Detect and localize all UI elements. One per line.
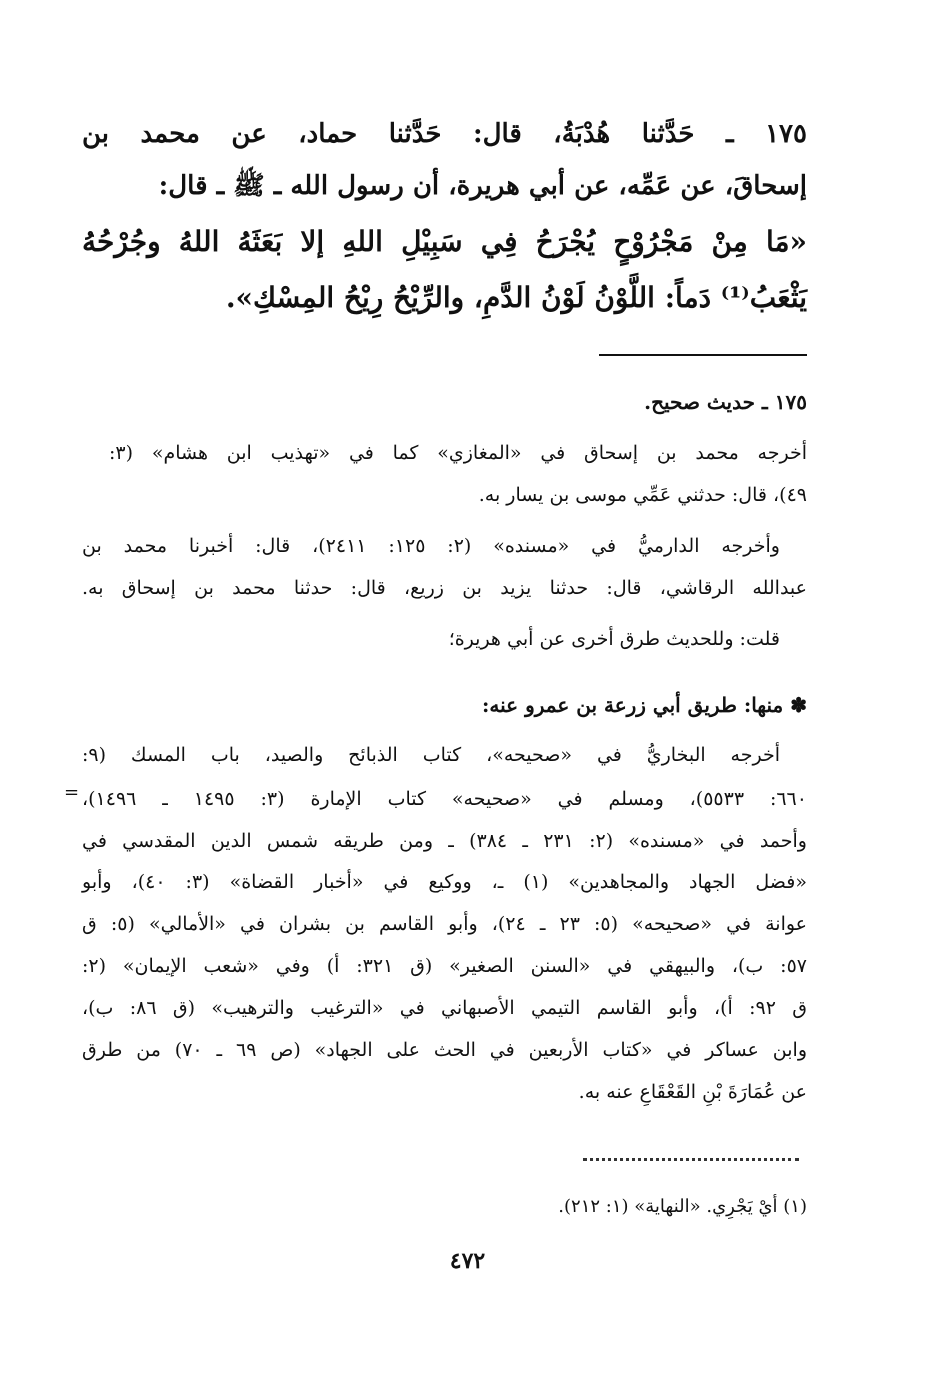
hadith-isnad-line-2: إسحاقَ، عن عَمِّه، عن أبي هريرة، أن رسول الله ـ ﷺ ـ قال:: [158, 171, 807, 201]
commentary-paragraph-4-line: ق ٩٢: أ)، وأبو القاسم التيمي الأصبهاني في «الترغيب والترهيب» (ق ٨٦: ب)،: [82, 997, 808, 1019]
hadith-matn-line-2: يَثْعَبُ⁽¹⁾ دَماً: اللَّوْنُ لَوْنُ الدَّمِ، والرِّيْحُ رِيْحُ المِسْكِ».: [225, 281, 807, 314]
text-separator-rule: [599, 354, 807, 356]
commentary-paragraph-3: قلت: وللحديث طرق أخرى عن أبي هريرة؛: [448, 628, 780, 650]
footnote-separator: [583, 1158, 799, 1161]
continuation-mark: =: [64, 782, 80, 803]
commentary-paragraph-4-line: ٥٧: ب)، والبيهقي في «السنن الصغير» (ق ٣٢١: أ) وفي «شعب الإيمان» (٢:: [82, 955, 807, 977]
commentary-paragraph-1-line-2: ٤٩)، قال: حدثني عَمِّي موسى بن يسار به.: [478, 484, 807, 506]
commentary-paragraph-2-line-1: وأخرجه الدارميُّ في «مسنده» (٢: ١٢٥: ٢٤١١)، قال: أخبرنا محمد بن: [82, 535, 780, 557]
commentary-paragraph-4-line: «فضل الجهاد والمجاهدين» (١) ـ، ووكيع في «أخبار القضاة» (٣: ٤٠)، وأبو: [82, 871, 807, 893]
commentary-paragraph-4-line: وابن عساكر في «كتاب الأربعين في الحث على الجهاد» (ص ٦٩ ـ ٧٠) من طرق: [82, 1039, 807, 1061]
commentary-heading: ١٧٥ ـ حديث صحيح.: [644, 390, 807, 414]
hadith-isnad-line-1: ١٧٥ ـ حَدَّثنا هُدْبَةُ، قال: حَدَّثنا حماد، عن محمد بن: [82, 119, 807, 149]
commentary-paragraph-4-line: وأحمد في «مسنده» (٢: ٢٣١ ـ ٣٨٤) ـ ومن طريقه شمس الدين المقدسي في: [82, 830, 807, 852]
commentary-paragraph-1-line-1: أخرجه محمد بن إسحاق في «المغازي» كما في «تهذيب ابن هشام» (٣:: [109, 442, 807, 464]
commentary-paragraph-4-line: ٦٦٠: ٥٥٣٣)، ومسلم في «صحيحه» كتاب الإمارة (٣: ١٤٩٥ ـ ١٤٩٦)،: [82, 788, 807, 810]
commentary-paragraph-4-line: أخرجه البخاريُّ في «صحيحه»، كتاب الذبائح والصيد، باب المسك (٩:: [82, 744, 780, 766]
commentary-paragraph-4-line: عن عُمَارَةَ بْنِ القَعْقَاعِ عنه به.: [578, 1081, 807, 1103]
hadith-matn-line-1: «مَا مِنْ مَجْرُوْحٍ يُجْرَحُ فِي سَبِيْلِ اللهِ إلا بَعَثَهُ اللهُ وجُرْحُهُ: [82, 225, 807, 258]
commentary-paragraph-2-line-2: عبدالله الرقاشي، قال: حدثنا يزيد بن زريع، قال: حدثنا محمد بن إسحاق به.: [82, 577, 807, 599]
commentary-subheading: ✽ منها: طريق أبي زرعة بن عمرو عنه:: [482, 693, 807, 717]
commentary-paragraph-4-line: عوانة في «صحيحه» (٥: ٢٣ ـ ٢٤)، وأبو القاسم بن بشران في «الأمالي» (٥: ق: [82, 913, 808, 935]
page-number: ٤٧٢: [449, 1248, 486, 1274]
footnote: (١) أيْ يَجْرِي. «النهاية» (١: ٢١٢).: [558, 1196, 807, 1217]
